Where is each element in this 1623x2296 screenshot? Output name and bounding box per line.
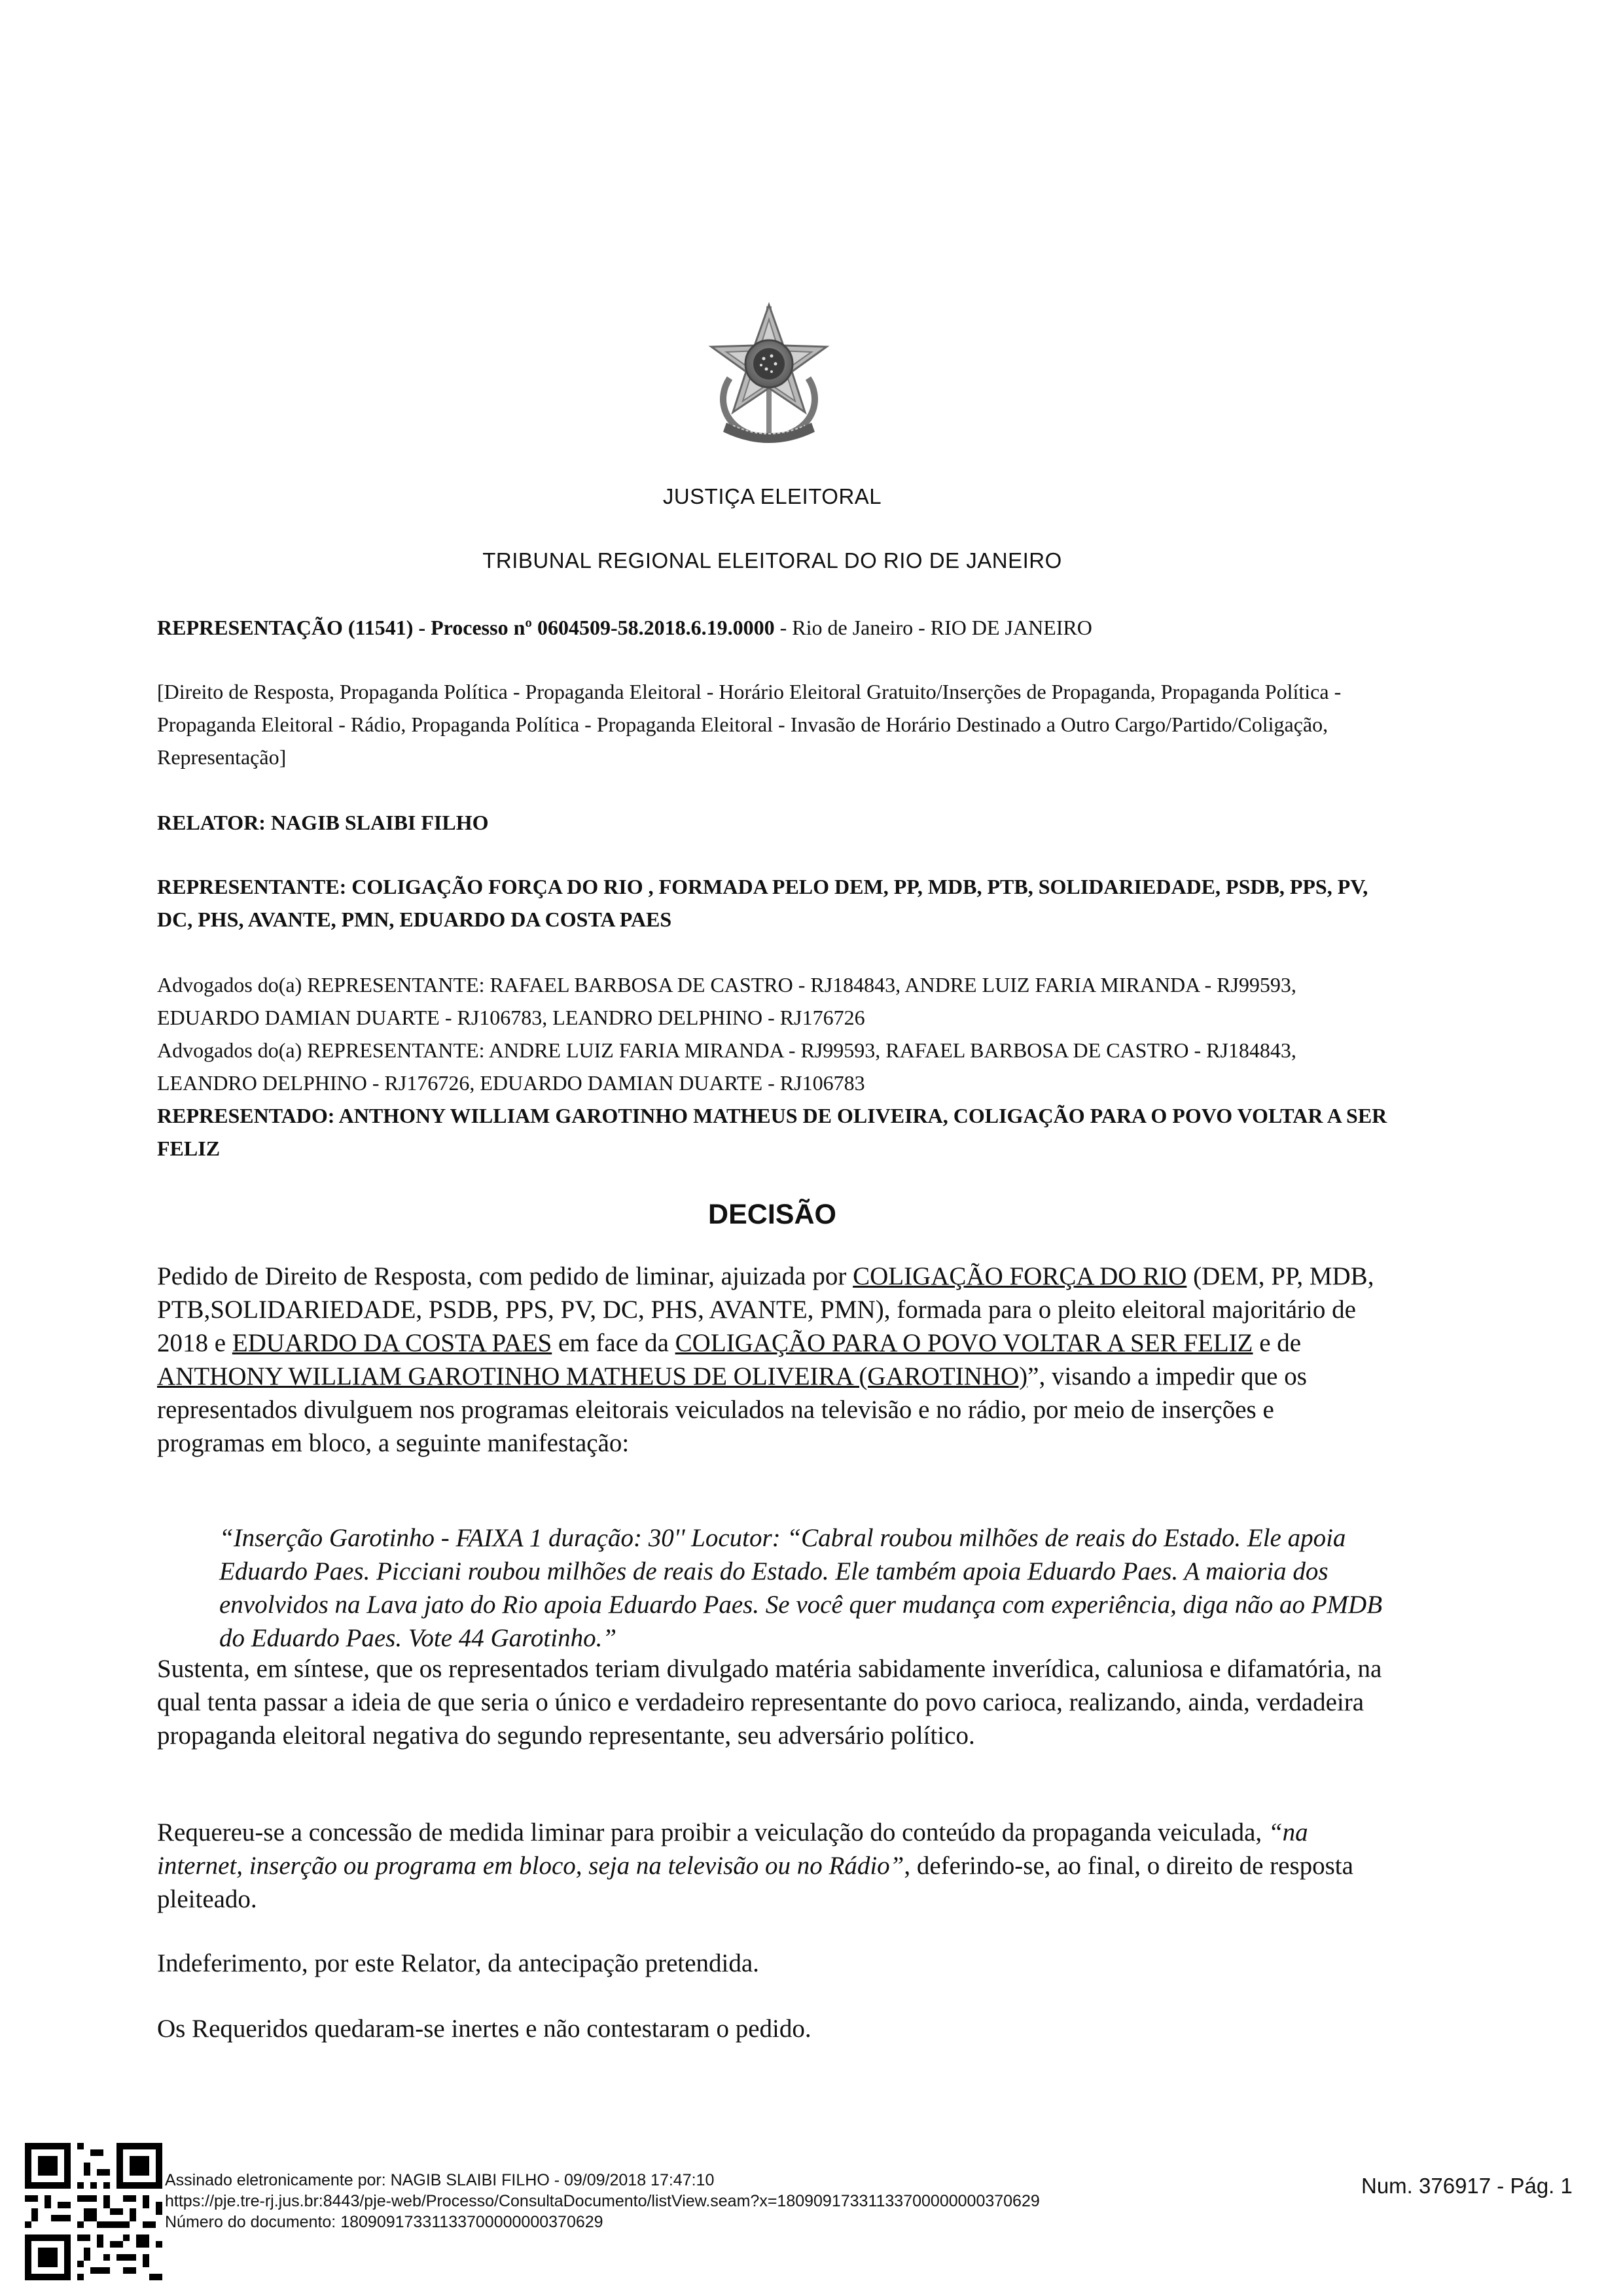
party-name-eduardo-paes: EDUARDO DA COSTA PAES [232,1329,552,1357]
decision-paragraph-2: Sustenta, em síntese, que os representados teriam divulgado matéria sabidamente inverídica, caluniosa e difamatória, na qual tenta passar a ideia de que seria o único e verdadeiro representante do povo carioca, realizando, ainda, verdadeira propaganda eleitoral negativa do segundo representante, seu adversário político. [157,1655,1382,1750]
representante: REPRESENTANTE: COLIGAÇÃO FORÇA DO RIO , FORMADA PELO DEM, PP, MDB, PTB, SOLIDARIEDADE, PSDB, PPS, PV, DC, PHS, AVANTE, PMN, EDUARDO DA COSTA PAES [157,875,1368,931]
decision-paragraph-1 [157,1260,1387,1460]
party-name-povo-feliz: COLIGAÇÃO PARA O POVO VOLTAR A SER FELIZ [675,1329,1253,1357]
p1-text-b: (DEM, PP, MDB, PTB,SOLIDARIEDADE, PSDB, PPS, PV, DC, PHS, AVANTE, PMN), formada para o pleito eleitoral majoritário de 2018 e [157,1262,1374,1357]
signature-line: Assinado eletronicamente por: NAGIB SLAIBI FILHO - 09/09/2018 17:47:10 [165,2171,715,2189]
decision-paragraph-5: Os Requeridos quedaram-se inertes e não contestaram o pedido. [157,2015,812,2043]
process-subjects: [Direito de Resposta, Propaganda Política - Propaganda Eleitoral - Horário Eleitoral Gratuito/Inserções de Propaganda, Propaganda Política - Propaganda Eleitoral - Rádio, Propaganda Política - Propaganda Eleitoral - Invasão de Horário Destinado a Outro Cargo/Partido/Coligação, Representação] [157,680,1342,769]
quoted-advertisement: “Inserção Garotinho - FAIXA 1 duração: 30'' Locutor: “Cabral roubou milhões de reais do Estado. Ele apoia Eduardo Paes. Picciani roubou milhões de reais do Estado. Ele também apoia Eduardo Paes. A maioria dos envolvidos na Lava jato do Rio apoia Eduardo Paes. Se você quer mudança com experiência, diga não ao PMDB do Eduardo Paes. Vote 44 Garotinho.” [219,1524,1383,1652]
process-number: REPRESENTAÇÃO (11541) - Processo nº 0604509-58.2018.6.19.0000 [157,616,775,639]
relator: RELATOR: NAGIB SLAIBI FILHO [157,811,489,834]
p1-text-c: em face da [552,1329,675,1357]
p1-text-e: ”, visando a impedir que os representados divulguem nos programas eleitorais veiculados na televisão e no rádio, por meio de inserções e programas em bloco, a seguinte manifestação: [157,1362,1307,1457]
brazil-coat-of-arms-icon [704,300,834,449]
p3-quote: “na internet, inserção ou programa em bloco, seja na televisão ou no Rádio” [157,1818,1308,1880]
representado: REPRESENTADO: ANTHONY WILLIAM GAROTINHO MATHEUS DE OLIVEIRA, COLIGAÇÃO PARA O POVO VOLTAR A SER FELIZ [157,1104,1387,1160]
decision-paragraph-4: Indeferimento, por este Relator, da antecipação pretendida. [157,1949,759,1977]
advogados-1: Advogados do(a) REPRESENTANTE: RAFAEL BARBOSA DE CASTRO - RJ184843, ANDRE LUIZ FARIA MIRANDA - RJ99593, EDUARDO DAMIAN DUARTE - RJ106783, LEANDRO DELPHINO - RJ176726 [157,973,1296,1029]
p3-text-b: , deferindo-se, ao final, o direito de resposta pleiteado. [157,1852,1353,1913]
party-name-forca-do-rio: COLIGAÇÃO FORÇA DO RIO [853,1262,1187,1290]
qr-code-icon [25,2143,162,2280]
p1-text-a: Pedido de Direito de Resposta, com pedido de liminar, ajuizada por [157,1262,853,1290]
court-name-line2: TRIBUNAL REGIONAL ELEITORAL DO RIO DE JANEIRO [482,548,1062,573]
decision-paragraph-3 [157,1816,1387,1916]
p1-text-d: e de [1253,1329,1302,1357]
party-name-garotinho: ANTHONY WILLIAM GAROTINHO MATHEUS DE OLIVEIRA (GAROTINHO) [157,1362,1028,1390]
document-number: Número do documento: 18090917331133700000000370629 [165,2213,603,2231]
court-name-line1: JUSTIÇA ELEITORAL [662,484,882,508]
p3-text-a: Requereu-se a concessão de medida liminar para proibir a veiculação do conteúdo da propaganda veiculada, [157,1818,1268,1846]
process-location: - Rio de Janeiro - RIO DE JANEIRO [774,616,1092,639]
advogados-2: Advogados do(a) REPRESENTANTE: ANDRE LUIZ FARIA MIRANDA - RJ99593, RAFAEL BARBOSA DE CASTRO - RJ184843, LEANDRO DELPHINO - RJ176726, EDUARDO DAMIAN DUARTE - RJ106783 [157,1038,1296,1095]
document-url[interactable]: https://pje.tre-rj.jus.br:8443/pje-web/Processo/ConsultaDocumento/listView.seam?x=18090917331133700000000370629 [165,2192,1040,2210]
page-number: Num. 376917 - Pág. 1 [1361,2174,1573,2198]
process-line [157,611,1387,644]
decision-title: DECISÃO [708,1199,836,1230]
